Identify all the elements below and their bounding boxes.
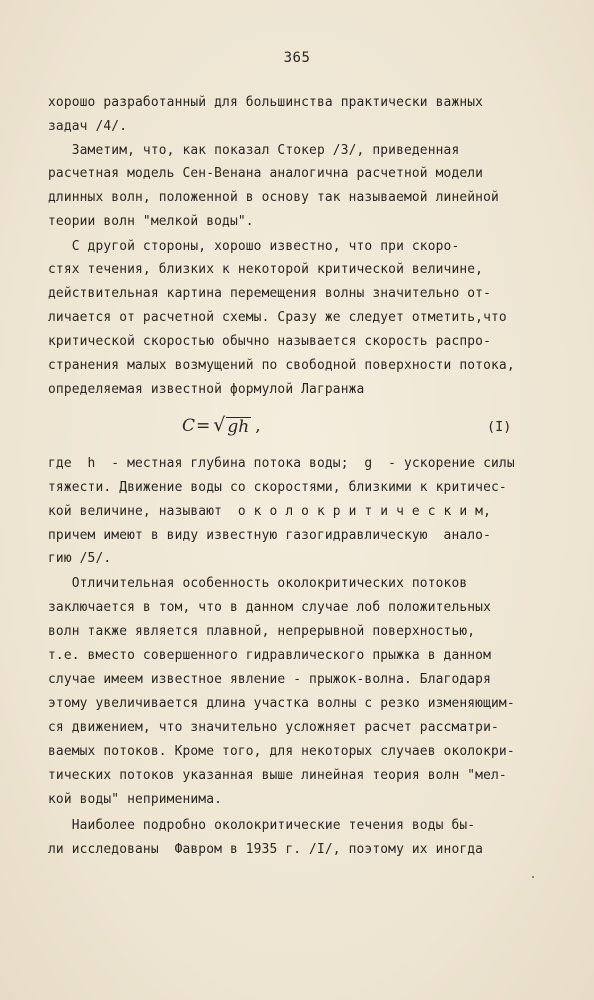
text-line: волн также является плавной, непрерывной поверхностью,	[48, 624, 476, 639]
text-line: личается от расчетной схемы. Сразу же следует отметить,что	[48, 310, 507, 325]
paper-speck	[532, 876, 534, 878]
text-line: кой величине, называют о к о л о к р и т и ч е с к и м,	[48, 504, 492, 519]
text-line: причем имеют в виду известную газогидравлическую анало-	[48, 528, 492, 543]
text-line: тяжести. Движение воды со скоростями, близкими к критичес-	[48, 480, 507, 495]
text-line: теории волн "мелкой воды".	[48, 214, 254, 229]
text-line: длинных волн, положенной в основу так называемой линейной	[48, 190, 499, 205]
text-line: странения малых возмущений по свободной поверхности потока,	[48, 358, 515, 373]
text-line: заключается в том, что в данном случае лоб положительных	[48, 600, 492, 615]
page-number: 365	[283, 50, 311, 66]
text-line: стях течения, близких к некоторой критической величине,	[48, 262, 484, 277]
text-line: ваемых потоков. Кроме того, для некоторых случаев околокри-	[48, 744, 515, 759]
formula-lhs: C	[182, 416, 196, 436]
equation-number: (I)	[487, 419, 512, 435]
formula-radicand: gh	[227, 417, 250, 437]
text-line: С другой стороны, хорошо известно, что при скоро-	[48, 239, 460, 254]
text-line: кой воды" неприменима.	[48, 792, 223, 807]
text-line: Наиболее подробно околокритические течения воды бы-	[48, 818, 476, 833]
text-line: хорошо разработанный для большинства практически важных	[48, 95, 484, 110]
text-line: Заметим, что, как показал Стокер /3/, приведенная	[48, 143, 460, 158]
text-line: тических потоков указанная выше линейная теория волн "мел-	[48, 768, 507, 783]
text-line: этому увеличивается длина участка волны с резко изменяющим-	[48, 696, 515, 711]
formula-trailing: ,	[255, 416, 261, 436]
lagrange-formula	[182, 414, 261, 436]
formula-equals: =	[196, 416, 211, 436]
text-line: критической скоростью обычно называется скорость распро-	[48, 334, 492, 349]
text-line: Отличительная особенность околокритических потоков	[48, 576, 468, 591]
text-line: задач /4/.	[48, 119, 128, 134]
text-line: т.е. вместо совершенного гидравлического прыжка в данном	[48, 648, 492, 663]
sqrt-icon: √	[213, 414, 226, 436]
text-line: ся движением, что значительно усложняет расчет рассматри-	[48, 720, 499, 735]
text-line: гию /5/.	[48, 551, 112, 566]
text-line: случае имеем известное явление - прыжок-волна. Благодаря	[48, 672, 492, 687]
text-line: где h - местная глубина потока воды; g - ускорение силы	[48, 456, 515, 471]
text-line: действительная картина перемещения волны значительно от-	[48, 286, 492, 301]
text-line: расчетная модель Сен-Венана аналогична расчетной модели	[48, 166, 484, 181]
text-line: определяемая известной формулой Лагранжа	[48, 382, 365, 397]
text-line: ли исследованы Фавром в 1935 г. /I/, поэтому их иногда	[48, 842, 484, 857]
